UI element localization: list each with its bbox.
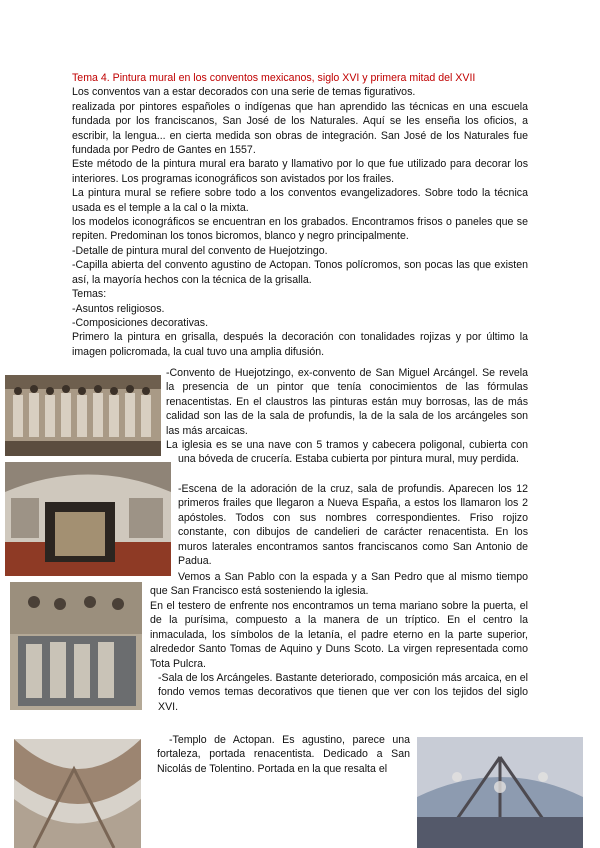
intro-paragraph: -Detalle de pintura mural del convento de Huejotzingo. xyxy=(72,244,328,257)
actopan-text xyxy=(157,733,410,776)
document-title: Tema 4. Pintura mural en los conventos mexicanos, siglo XVI y primera mitad del XVII xyxy=(72,72,476,84)
huejotzingo-text-church xyxy=(166,438,528,467)
mural-photo-huejotzingo-detail xyxy=(5,375,161,456)
intro-section xyxy=(72,71,528,359)
huejotzingo-paragraph: Vemos a San Pablo con la espada y a San Pedro que al mismo tiempo que San Francisco está sosteniendo la iglesia. xyxy=(150,571,528,598)
huejotzingo-paragraph: -Escena de la adoración de la cruz, sala de profundis. Aparecen los 12 primeros frailes que llegaron a Nueva España, a estos los llamaron los 2 apóstoles. Todos con sus nombres correspondientes. Friso rojizo constante, con dibujos de candelieri de carácter renacentista. En los muros laterales encontramos santos franciscanos como San Antonio de Padua. xyxy=(178,483,528,568)
intro-paragraph: Los conventos van a estar decorados con una serie de temas figurativos. xyxy=(72,86,416,99)
actopan-paragraph: -Templo de Actopan. Es agustino, parece una fortaleza, portada renacentista. Dedicado a San Nicolás de Tolentino. Portada en la que resalta el xyxy=(157,734,410,775)
intro-paragraph: Primero la pintura en grisalla, después la decoración con tonalidades rojizas y por último la imagen policromada, la cual tuvo una amplia difusión. xyxy=(72,331,528,358)
intro-paragraph: -Asuntos religiosos. xyxy=(72,302,165,315)
huejotzingo-paragraph: La iglesia es se una nave con 5 tramos y cabecera poligonal, cubierta con una bóveda de crucería. Estaba cubierta por pintura mural, muy perdida. xyxy=(166,439,528,466)
intro-paragraph: los modelos iconográficos se encuentran en los grabados. Encontramos frisos o paneles que se repiten. Predominan los tonos bicromos, blanco y negro principalmente. xyxy=(72,216,528,243)
intro-paragraph: Temas: xyxy=(72,288,107,301)
mural-photo-profundis xyxy=(10,582,142,710)
huejotzingo-paragraph: -Convento de Huejotzingo, ex-convento de San Miguel Arcángel. Se revela la presencia de un pintor que tenía conocimientos de las fórmulas renacentistas. En el claustros las pinturas están muy borrosas, las de más calidad son las de la sala de profundis, la de la sala de los arcángeles son las más arcaicas. xyxy=(166,367,528,437)
huejotzingo-text-top xyxy=(166,366,528,438)
intro-paragraph: -Composiciones decorativas. xyxy=(72,316,209,329)
huejotzingo-text-marian xyxy=(150,599,528,671)
intro-paragraph: Este método de la pintura mural era barato y llamativo por lo que fue utilizado para decorar los interiores. Los programas iconográficos son avistados por los frailes. xyxy=(72,158,528,185)
huejotzingo-text-arcangeles xyxy=(158,671,528,714)
intro-paragraph: La pintura mural se refiere sobre todo a los conventos evangelizadores. Sobre todo la técnica usada es el temple a la cal o la mixta. xyxy=(72,187,528,214)
intro-paragraph: -Capilla abierta del convento agustino de Actopan. Tonos polícromos, son pocas las que existen así, la mayoría hechos con la técnica de la grisalla. xyxy=(72,259,528,286)
mural-photo-vault xyxy=(14,739,141,848)
huejotzingo-paragraph: -Sala de los Arcángeles. Bastante deteriorado, composición más arcaica, en el fondo vemos temas decorativos que tienen que ver con los tejidos del siglo XVI. xyxy=(158,672,528,713)
mural-photo-actopan-chapel xyxy=(5,462,171,576)
huejotzingo-paragraph: En el testero de enfrente nos encontramos un tema mariano sobre la puerta, el de la purísima, compuesto a la manera de un tríptico. En el centro la inmaculada, los símbolos de la letanía, el padre eterno en la parte superior, alrededor Santo Tomas de Aquino y Duns Scoto. La virgen representada como Tota Pulcra. xyxy=(150,600,528,670)
huejotzingo-text-pablo xyxy=(150,570,528,599)
huejotzingo-text-cross xyxy=(178,482,528,568)
mural-photo-actopan-vault xyxy=(417,737,583,848)
intro-paragraph: realizada por pintores españoles o indígenas que han aprendido las técnicas en una escuela fundada por los franciscanos, San José de los Naturales. Aquí se les enseña los oficios, a escribir, la lengua... en cierta medida son obras de integración. San José de los Naturales fue fundada por Pedro de Gantes en 1557. xyxy=(72,100,528,157)
